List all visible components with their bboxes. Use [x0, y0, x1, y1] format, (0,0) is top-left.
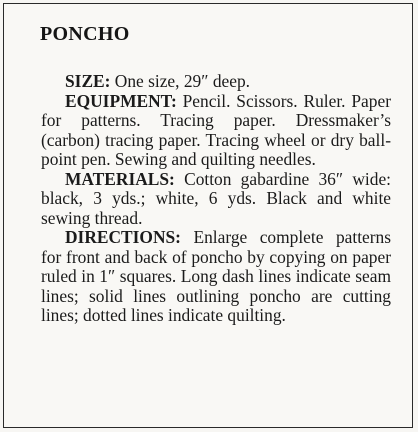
size-text: One size, 29″ deep. — [114, 71, 251, 91]
materials-text: Cotton gabardine 36″ wide: black, 3 yds.; white, 6 yds. Black and white sewing thread. — [41, 168, 391, 228]
materials-paragraph — [41, 170, 391, 229]
materials-heading: MATERIALS: — [65, 168, 175, 189]
article-body — [41, 72, 391, 326]
equipment-text: Pencil. Scissors. Ruler. Paper for patterns. Tracing paper. Dressmaker’s (carbon) tracing paper. Tracing wheel or dry ball-point pen. Sewing and quilting needles. — [41, 90, 391, 169]
size-paragraph — [41, 72, 391, 92]
directions-heading: DIRECTIONS: — [65, 227, 181, 247]
size-heading: SIZE: — [65, 71, 111, 91]
directions-paragraph — [41, 228, 391, 326]
page-title: PONCHO — [40, 23, 130, 45]
equipment-paragraph — [41, 92, 391, 170]
article-border — [3, 3, 413, 428]
directions-text: Enlarge complete patterns for front and back of poncho by copying on paper ruled in 1″ squares. Long dash lines indicate seam lines; solid lines outlining poncho are cutting lines; dotted lines indicate quilting. — [41, 227, 391, 325]
equipment-heading: EQUIPMENT: — [65, 90, 177, 111]
